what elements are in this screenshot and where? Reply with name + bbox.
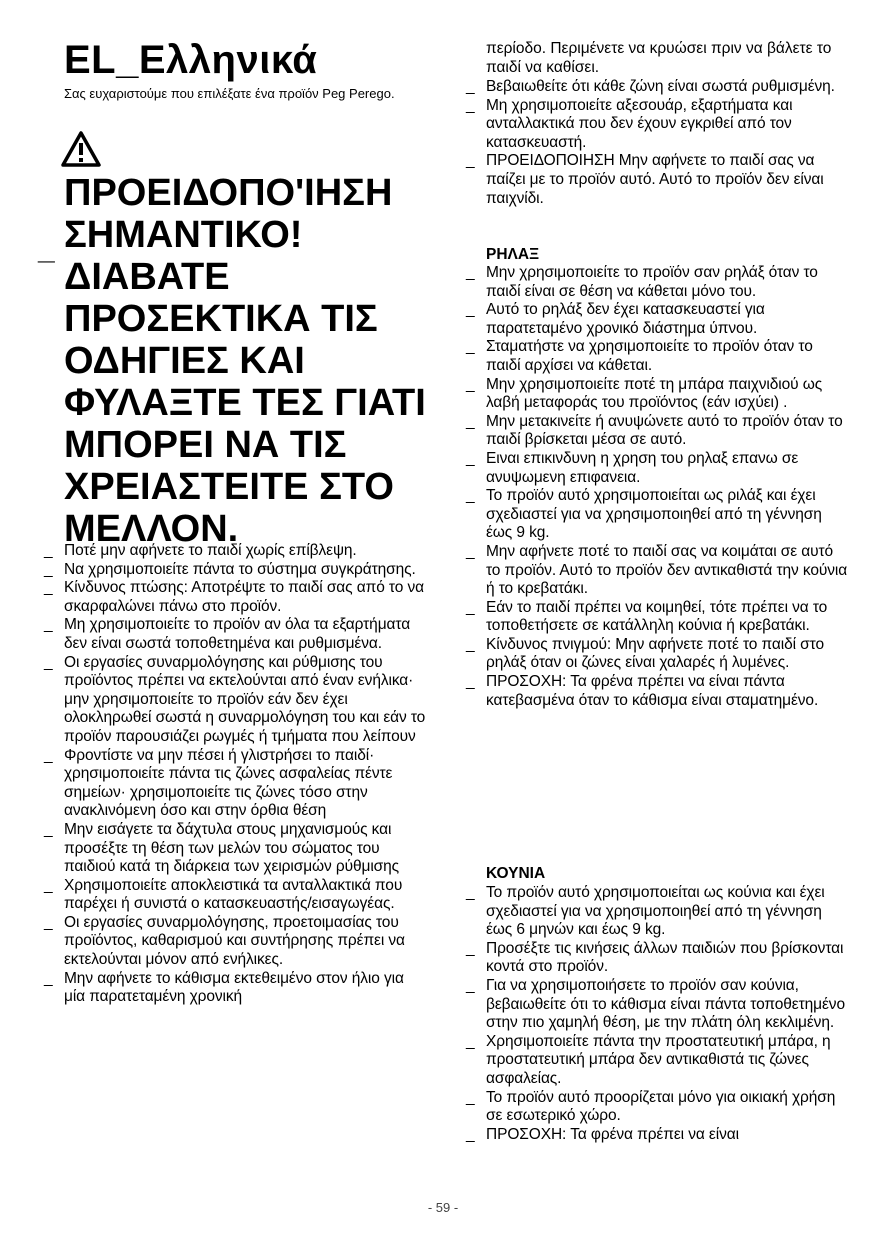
list-item: _ Μην αφήνετε ποτέ το παιδί σας να κοιμάται σε αυτό το προϊόν. Αυτό το προϊόν δεν αντικαθιστά την κούνια ή το κρεβατάκι. <box>466 543 850 599</box>
list-item: _ Κίνδυνος πτώσης: Αποτρέψτε το παιδί σας από το να σκαρφαλώνει πάνω στο προϊόν. <box>44 579 426 616</box>
bouncer-list <box>466 264 850 710</box>
list-item: _ Μην αφήνετε το κάθισμα εκτεθειμένο στον ήλιο για μία παρατεταμένη χρονική <box>44 970 426 1007</box>
list-item: _ Χρησιμοποιείτε πάντα την προστατευτική μπάρα, η προστατευτική μπάρα δεν αντικαθιστά τις ζώνες ασφαλείας. <box>466 1033 850 1089</box>
warning-heading: ΠΡΟΕΙΔΟΠΟ'ΙΗΣΗ ΣΗΜΑΝΤΙΚΟ! ΔΙΑΒΑΤΕ ΠΡΟΣΕΚΤΙΚΑ ΤΙΣ ΟΔΗΓΙΕΣ ΚΑΙ ΦΥΛΑΞΤΕ ΤΕΣ ΓΙΑΤΙ ΜΠΟΡΕΙ ΝΑ ΤΙΣ ΧΡΕΙΑΣΤΕΙΤΕ ΣΤΟ ΜΕΛΛΟΝ. <box>64 172 426 550</box>
list-item: _ Φροντίστε να μην πέσει ή γλιστρήσει το παιδί· χρησιμοποιείτε πάντα τις ζώνες ασφαλείας πέντε σημείων· χρησιμοποιείτε τις ζώνες τόσο στην ανακλινόμενη όσο και στην όρθια θέση <box>44 747 426 821</box>
warning-triangle-icon <box>60 130 102 168</box>
list-item: _ Οι εργασίες συναρμολόγησης και ρύθμισης του προϊόντος πρέπει να εκτελούνται από έναν ενήλικα· μην χρησιμοποιείτε το προϊόν εάν δεν έχει ολοκληρωθεί σωστά η συναρμολόγηση του και εάν το προϊόν παρουσιάζει ρωγμές ή τμήματα που λείπουν <box>44 654 426 747</box>
general-warnings-list-2 <box>466 78 850 208</box>
list-item: _ Προσέξτε τις κινήσεις άλλων παιδιών που βρίσκονται κοντά στο προϊόν. <box>466 940 850 977</box>
list-item: _ ΠΡΟΣΟΧΗ: Τα φρένα πρέπει να είναι <box>466 1126 850 1145</box>
list-item: _ Το προϊόν αυτό χρησιμοποιείται ως κούνια και έχει σχεδιαστεί για να χρησιμοποιηθεί από τη γέννηση έως 6 μηνών και έως 9 kg. <box>466 884 850 940</box>
list-item: _ Μην χρησιμοποιείτε ποτέ τη μπάρα παιχνιδιού ως λαβή μεταφοράς του προϊόντος (εάν ισχύει) . <box>466 376 850 413</box>
page-title: EL_Ελληνικά <box>64 38 318 82</box>
list-item: _ Βεβαιωθείτε ότι κάθε ζώνη είναι σωστά ρυθμισμένη. <box>466 78 850 97</box>
list-item: _ Μην εισάγετε τα δάχτυλα στους μηχανισμούς και προσέξτε τη θέση των μελών του σώματος του παιδιού κατά τη διάρκεια των χειρισμών ρύθμισης <box>44 821 426 877</box>
list-item: _ Μη χρησιμοποιείτε το προϊόν αν όλα τα εξαρτήματα δεν είναι σωστά τοποθετημένα και ρυθμισμένα. <box>44 616 426 653</box>
list-item: _ Κίνδυνος πνιγμού: Μην αφήνετε ποτέ το παιδί στο ρηλάξ όταν οι ζώνες είναι χαλαρές ή λυμένες. <box>466 636 850 673</box>
list-item: _ Σταματήστε να χρησιμοποιείτε το προϊόν όταν το παιδί αρχίσει να κάθεται. <box>466 338 850 375</box>
cradle-list <box>466 884 850 1144</box>
continued-text: περίοδο. Περιμένετε να κρυώσει πριν να βάλετε το παιδί να καθίσει. <box>486 40 832 76</box>
list-item: _ ΠΡΟΣΟΧΗ: Τα φρένα πρέπει να είναι πάντα κατεβασμένα όταν το κάθισμα είναι σταματημένο. <box>466 673 850 710</box>
cradle-heading: ΚΟΥΝΙΑ <box>486 865 546 882</box>
list-item: _ Ποτέ μην αφήνετε το παιδί χωρίς επίβλεψη. <box>44 542 426 561</box>
list-item: _ Το προϊόν αυτό χρησιμοποιείται ως ριλάξ και έχει σχεδιαστεί για να χρησιμοποιηθεί από τη γέννηση έως 9 kg. <box>466 487 850 543</box>
thanks-text: Σας ευχαριστούμε που επιλέξατε ένα προϊόν Peg Perego. <box>64 86 395 101</box>
list-item: _ Αυτό το ρηλάξ δεν έχει κατασκευαστεί για παρατεταμένο χρονικό διάστημα ύπνου. <box>466 301 850 338</box>
list-item: _ Μην μετακινείτε ή ανυψώνετε αυτό το προϊόν όταν το παιδί βρίσκεται μέσα σε αυτό. <box>466 413 850 450</box>
bouncer-heading: ΡΗΛΑΞ <box>486 246 540 263</box>
list-item: _ Να χρησιμοποιείτε πάντα το σύστημα συγκράτησης. <box>44 561 426 580</box>
list-item: _ Χρησιμοποιείτε αποκλειστικά τα ανταλλακτικά που παρέχει ή συνιστά ο κατασκευαστής/εισαγωγέας. <box>44 877 426 914</box>
list-item: _ Οι εργασίες συναρμολόγησης, προετοιμασίας του προϊόντος, καθαρισμού και συντήρησης πρέπει να εκτελούνται μόνον από ενήλικες. <box>44 914 426 970</box>
list-item: _ ΠΡΟΕΙΔΟΠΟΙΗΣΗ Μην αφήνετε το παιδί σας να παίζει με το προϊόν αυτό. Αυτό το προϊόν δεν είναι παιχνίδι. <box>466 152 850 208</box>
list-item: _ Το προϊόν αυτό προορίζεται μόνο για οικιακή χρήση σε εσωτερικό χώρο. <box>466 1089 850 1126</box>
list-item: _ Για να χρησιμοποιήσετε το προϊόν σαν κούνια, βεβαιωθείτε ότι το κάθισμα είναι πάντα τοποθετημένο στην πιο χαμηλή θέση, με την πλάτη όλη κεκλιμένη. <box>466 977 850 1033</box>
page-number: - 59 - <box>427 1200 459 1215</box>
general-warnings-list <box>44 542 426 1007</box>
list-item: _ Μην χρησιμοποιείτε το προϊόν σαν ρηλάξ όταν το παιδί είναι σε θέση να κάθεται μόνο του. <box>466 264 850 301</box>
list-item: _ Μη χρησιμοποιείτε αξεσουάρ, εξαρτήματα και ανταλλακτικά που δεν έχουν εγκριθεί από τον κατασκευαστή. <box>466 97 850 153</box>
list-item: _ Ειναι επικινδυνη η χρηση του ρηλαξ επανω σε ανυψωμενη επιφανεια. <box>466 450 850 487</box>
warning-bullet: _ <box>38 233 55 266</box>
list-item: _ Εάν το παιδί πρέπει να κοιμηθεί, τότε πρέπει να το τοποθετήσετε σε κατάλληλη κούνια ή κρεβατάκι. <box>466 599 850 636</box>
